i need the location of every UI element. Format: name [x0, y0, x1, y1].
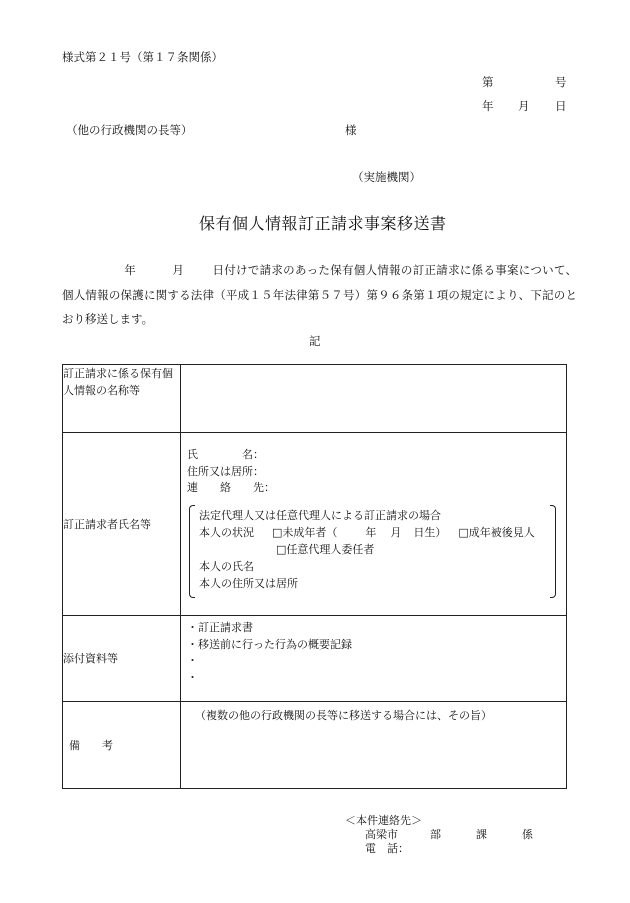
page-title: 保有個人情報訂正請求事案移送書 — [199, 214, 447, 233]
body-text: 日付けで請求のあった保有個人情報の訂正請求に係る事案について、個人情報の保護に関する法律（平成１５年法律第５７号）第９６条第１項の規定により、下記のとおり移送します。 — [62, 263, 578, 326]
contact-city: 高梁市 — [365, 828, 398, 841]
delegate-checkbox[interactable]: □任意代理人委任者 — [276, 542, 375, 556]
requester-details[interactable] — [181, 433, 567, 616]
minor-checkbox[interactable]: □未成年者（ — [272, 525, 338, 539]
body-paragraph — [62, 258, 577, 332]
attachment-item: ・ — [187, 670, 198, 684]
date-day: 日 — [555, 99, 567, 113]
attachment-item: ・訂正請求書 — [187, 621, 253, 634]
contact-section: 課 — [476, 828, 487, 841]
remarks-note: （複数の他の行政機関の長等に移送する場合には、その旨） — [195, 709, 492, 722]
agent-bracket — [189, 505, 556, 598]
date-month: 月 — [518, 99, 530, 113]
doc-number-suffix: 号 — [555, 75, 567, 89]
attachments-label: 添付資料等 — [63, 616, 181, 702]
doc-number-prefix: 第 — [482, 75, 494, 89]
requester-contact: 連 絡 先： — [187, 481, 275, 494]
row-info-name — [63, 365, 567, 433]
status-label: 本人の状況 — [199, 525, 254, 539]
requester-label: 訂正請求者氏名等 — [63, 433, 181, 616]
ki-heading: 記 — [309, 334, 321, 348]
agent-heading: 法定代理人又は任意代理人による訂正請求の場合 — [199, 508, 441, 522]
info-name-value[interactable] — [181, 365, 567, 433]
minor-year: 年 — [365, 525, 377, 539]
info-name-label: 訂正請求に係る保有個人情報の名称等 — [63, 365, 181, 433]
attachment-item: ・移送前に行った行為の概要記録 — [187, 637, 352, 651]
form-number: 様式第２１号（第１７条関係） — [62, 50, 223, 64]
addressee: （他の行政機関の長等） — [66, 123, 193, 137]
remarks-label: 備 考 — [63, 702, 181, 789]
row-attachments — [63, 616, 567, 702]
attachments-list[interactable] — [181, 616, 567, 702]
requester-name: 氏 名： — [187, 448, 264, 461]
requester-address: 住所又は居所： — [187, 464, 264, 478]
contact-dept: 部 — [430, 828, 441, 841]
date-year: 年 — [482, 99, 494, 113]
contact-heading: ＜本件連絡先＞ — [345, 814, 422, 827]
contact-phone: 電 話： — [365, 842, 409, 855]
agent-status-line — [199, 524, 546, 541]
sender: （実施機関） — [352, 170, 421, 184]
adult-ward-checkbox[interactable]: □成年被後見人 — [458, 525, 535, 539]
row-requester — [63, 433, 567, 616]
principal-name: 本人の氏名 — [199, 559, 254, 573]
transfer-table — [62, 364, 567, 789]
remarks-value[interactable] — [181, 702, 567, 789]
row-remarks — [63, 702, 567, 789]
contact-unit: 係 — [522, 828, 533, 841]
minor-month: 月 — [390, 525, 402, 539]
body-month: 月 — [172, 263, 185, 277]
body-year: 年 — [124, 263, 137, 277]
honorific: 様 — [345, 123, 357, 137]
attachment-item: ・ — [187, 654, 198, 667]
principal-address: 本人の住所又は居所 — [199, 576, 298, 590]
minor-day: 日生） — [413, 525, 447, 539]
